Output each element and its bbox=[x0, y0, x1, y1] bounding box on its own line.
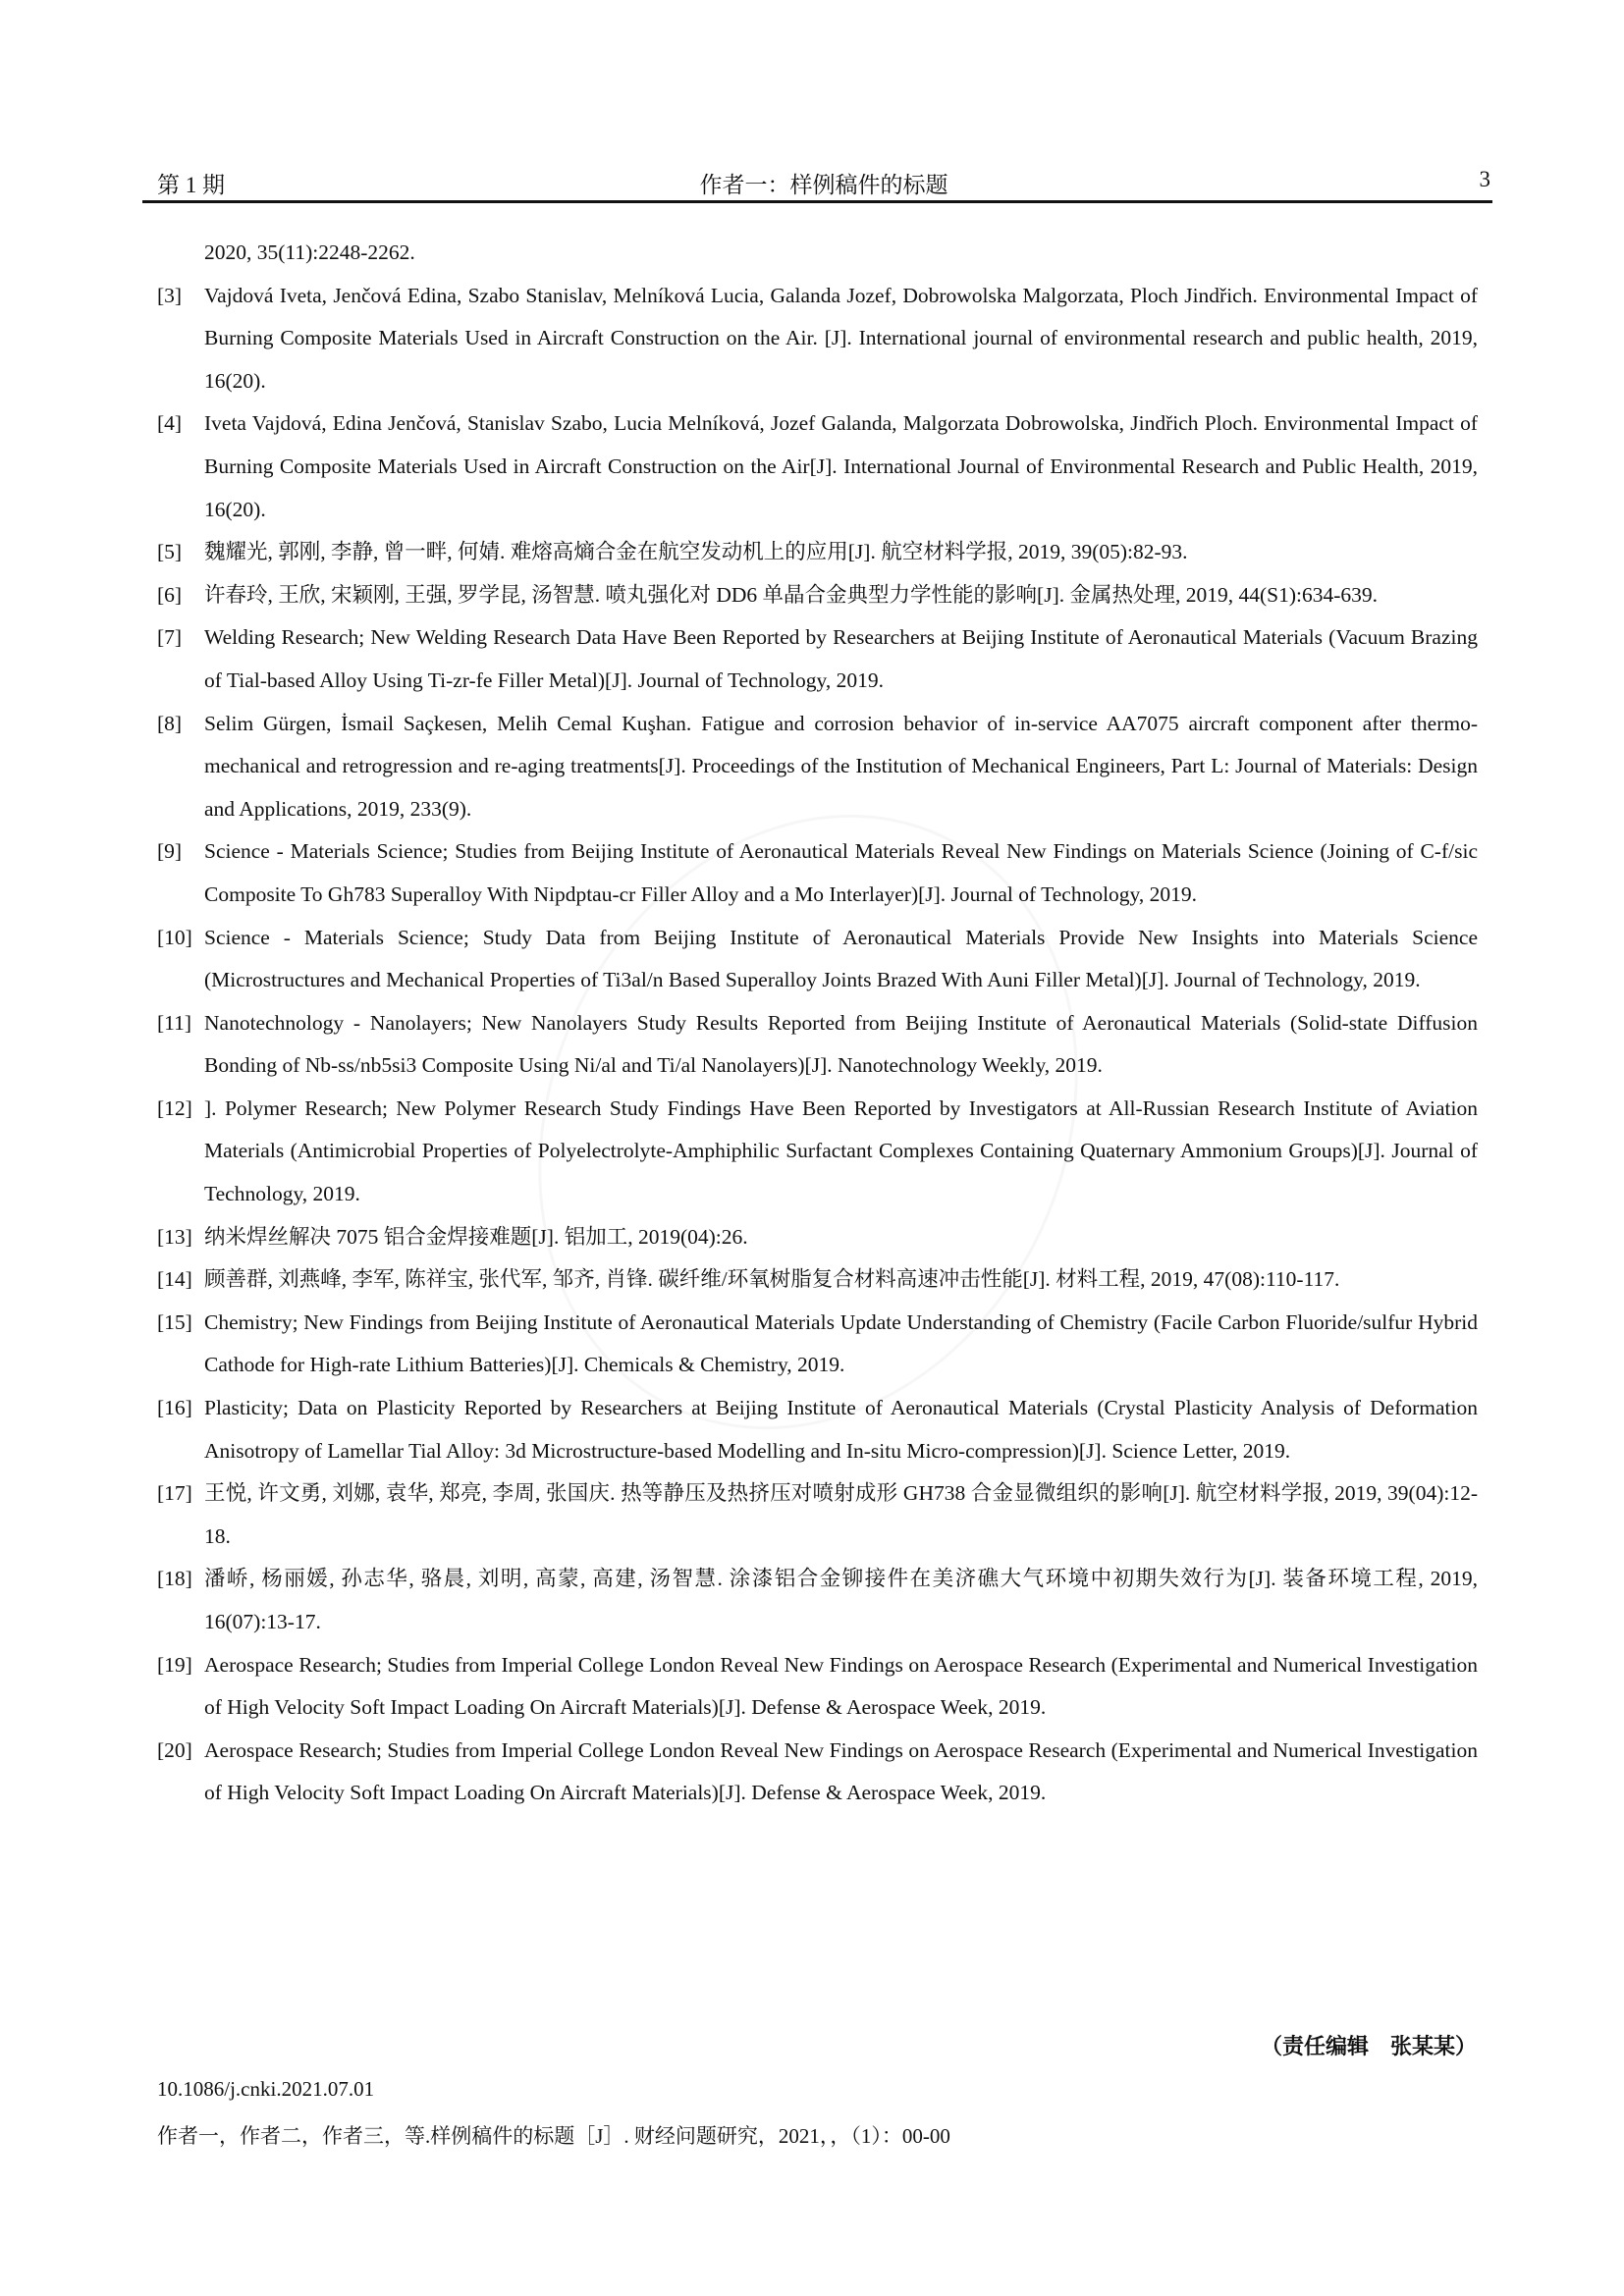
reference-number: [3] bbox=[157, 283, 183, 307]
reference-number: [12] bbox=[157, 1095, 192, 1120]
reference-item bbox=[157, 1216, 1478, 1259]
reference-text: Chemistry; New Findings from Beijing Institute of Aeronautical Materials Update Understanding of Chemistry (Facile Carbon Fluoride/sulfur Hybrid Cathode for High-rate Lithium Batteries)[J]. Chemicals & Chemistry, 2019. bbox=[204, 1309, 1478, 1377]
reference-number: [4] bbox=[157, 411, 183, 436]
reference-text: Plasticity; Data on Plasticity Reported by Researchers at Beijing Institute of Aeronautical Materials (Crystal Plasticity Analysis of Deformation Anisotropy of Lamellar Tial Alloy: 3d Microstructure-based Modelling and In-situ Micro-compression)[J]. Science Letter, 2019. bbox=[204, 1396, 1478, 1463]
reference-text: Science - Materials Science; Studies from Beijing Institute of Aeronautical Materials Reveal New Findings on Materials Science (Joining of C-f/sic Composite To Gh783 Superalloy With Nipdptau-cr Filler Alloy and a Mo Interlayer)[J]. Journal of Technology, 2019. bbox=[204, 839, 1478, 906]
reference-number: [20] bbox=[157, 1737, 192, 1762]
reference-item bbox=[157, 616, 1478, 702]
reference-text: Science - Materials Science; Study Data from Beijing Institute of Aeronautical Materials Provide New Insights into Materials Science (Microstructures and Mechanical Properties of Ti3al/n Based Superalloy Joints Brazed With Auni Filler Metal)[J]. Journal of Technology, 2019. bbox=[204, 925, 1478, 992]
reference-text: Aerospace Research; Studies from Imperial College London Reveal New Findings on Aerospace Research (Experimental and Numerical Investigation of High Velocity Soft Impact Loading On Aircraft Materials)[J]. Defense & Aerospace Week, 2019. bbox=[204, 1652, 1478, 1720]
reference-item bbox=[157, 703, 1478, 831]
reference-number: [13] bbox=[157, 1224, 192, 1249]
reference-text: 纳米焊丝解决 7075 铝合金焊接难题[J]. 铝加工, 2019(04):26. bbox=[204, 1224, 748, 1249]
reference-item bbox=[157, 1002, 1478, 1088]
reference-text: Vajdová Iveta, Jenčová Edina, Szabo Stanislav, Melníková Lucia, Galanda Jozef, Dobrowolska Malgorzata, Ploch Jindřich. Environmental Impact of Burning Composite Materials Used in Aircraft Construction on the Air. [J]. International journal of environmental research and public health, 2019, 16(20). bbox=[204, 283, 1478, 393]
reference-text: Iveta Vajdová, Edina Jenčová, Stanislav Szabo, Lucia Melníková, Jozef Galanda, Malgorzata Dobrowolska, Jindřich Ploch. Environmental Impact of Burning Composite Materials Used in Aircraft Construction on the Air[J]. International Journal of Environmental Research and Public Health, 2019, 16(20). bbox=[204, 411, 1478, 521]
reference-item bbox=[157, 275, 1478, 403]
reference-text: 王悦, 许文勇, 刘娜, 袁华, 郑亮, 李周, 张国庆. 热等静压及热挤压对喷射成形 GH738 合金显微组织的影响[J]. 航空材料学报, 2019, 39(04):12-18. bbox=[204, 1481, 1478, 1548]
reference-text: 潘峤, 杨丽媛, 孙志华, 骆晨, 刘明, 高蒙, 高建, 汤智慧. 涂漆铝合金铆接件在美济礁大气环境中初期失效行为[J]. 装备环境工程, 2019, 16(07):13-17. bbox=[204, 1567, 1478, 1633]
reference-text: Nanotechnology - Nanolayers; New Nanolayers Study Results Reported from Beijing Institute of Aeronautical Materials (Solid-state Diffusion Bonding of Nb-ss/nb5si3 Composite Using Ni/al and Ti/al Nanolayers)[J]. Nanotechnology Weekly, 2019. bbox=[204, 1010, 1478, 1078]
page-number: 3 bbox=[1479, 167, 1490, 191]
reference-text: 顾善群, 刘燕峰, 李军, 陈祥宝, 张代军, 邹齐, 肖锋. 碳纤维/环氧树脂复合材料高速冲击性能[J]. 材料工程, 2019, 47(08):110-117. bbox=[204, 1267, 1340, 1292]
reference-number: [16] bbox=[157, 1396, 192, 1420]
citation: 作者一，作者二，作者三，等.样例稿件的标题［J］. 财经问题研究，2021，，（1）：00-00 bbox=[157, 2124, 950, 2148]
running-title: 作者一：样例稿件的标题 bbox=[699, 173, 948, 197]
reference-item bbox=[157, 830, 1478, 916]
reference-number: [7] bbox=[157, 625, 183, 650]
reference-number: [8] bbox=[157, 711, 183, 735]
reference-item bbox=[157, 1558, 1478, 1643]
reference-number: [18] bbox=[157, 1567, 192, 1591]
reference-text: ]. Polymer Research; New Polymer Research Study Findings Have Been Reported by Investigators at All-Russian Research Institute of Aviation Materials (Antimicrobial Properties of Polyelectrolyte-Amphiphilic Surfactant Complexes Containing Quaternary Ammonium Groups)[J]. Journal of Technology, 2019. bbox=[204, 1095, 1478, 1206]
reference-item bbox=[157, 1644, 1478, 1730]
reference-item bbox=[157, 402, 1478, 531]
reference-item bbox=[157, 1730, 1478, 1815]
page-header bbox=[157, 167, 1490, 198]
issue-label: 第 1 期 bbox=[157, 173, 225, 197]
reference-text: Welding Research; New Welding Research Data Have Been Reported by Researchers at Beijing Institute of Aeronautical Materials (Vacuum Brazing of Tial-based Alloy Using Ti-zr-fe Filler Metal)[J]. Journal of Technology, 2019. bbox=[204, 625, 1478, 692]
reference-text: Selim Gürgen, İsmail Saçkesen, Melih Cemal Kuşhan. Fatigue and corrosion behavior of in-service AA7075 aircraft component after thermo-mechanical and retrogression and re-aging treatments[J]. Proceedings of the Institution of Mechanical Engineers, Part L: Journal of Materials: Design and Applications, 2019, 233(9). bbox=[204, 711, 1478, 821]
reference-number: [19] bbox=[157, 1652, 192, 1677]
reference-number: [6] bbox=[157, 582, 183, 607]
reference-text: 魏耀光, 郭刚, 李静, 曾一畔, 何婧. 难熔高熵合金在航空发动机上的应用[J]. 航空材料学报, 2019, 39(05):82-93. bbox=[204, 540, 1188, 564]
reference-continuation: 2020, 35(11):2248-2262. bbox=[204, 240, 415, 264]
responsible-editor: （责任编辑 张某某） bbox=[1260, 2035, 1477, 2059]
header-rule bbox=[142, 200, 1492, 203]
reference-number: [17] bbox=[157, 1481, 192, 1506]
reference-number: [14] bbox=[157, 1267, 192, 1292]
reference-item bbox=[157, 1258, 1478, 1302]
reference-item bbox=[157, 917, 1478, 1002]
reference-item bbox=[157, 1472, 1478, 1558]
reference-number: [9] bbox=[157, 839, 183, 864]
reference-number: [11] bbox=[157, 1010, 192, 1035]
reference-item bbox=[157, 531, 1478, 574]
reference-text: 许春玲, 王欣, 宋颖刚, 王强, 罗学昆, 汤智慧. 喷丸强化对 DD6 单晶合金典型力学性能的影响[J]. 金属热处理, 2019, 44(S1):634-639. bbox=[204, 582, 1379, 607]
reference-number: [10] bbox=[157, 925, 192, 949]
reference-item bbox=[157, 1088, 1478, 1216]
reference-item bbox=[157, 1387, 1478, 1472]
reference-number: [15] bbox=[157, 1309, 192, 1334]
reference-text: Aerospace Research; Studies from Imperial College London Reveal New Findings on Aerospace Research (Experimental and Numerical Investigation of High Velocity Soft Impact Loading On Aircraft Materials)[J]. Defense & Aerospace Week, 2019. bbox=[204, 1737, 1478, 1805]
reference-item bbox=[157, 574, 1478, 617]
reference-item bbox=[157, 1302, 1478, 1387]
reference-list bbox=[157, 232, 1478, 1815]
reference-number: [5] bbox=[157, 540, 183, 564]
doi: 10.1086/j.cnki.2021.07.01 bbox=[157, 2077, 375, 2101]
